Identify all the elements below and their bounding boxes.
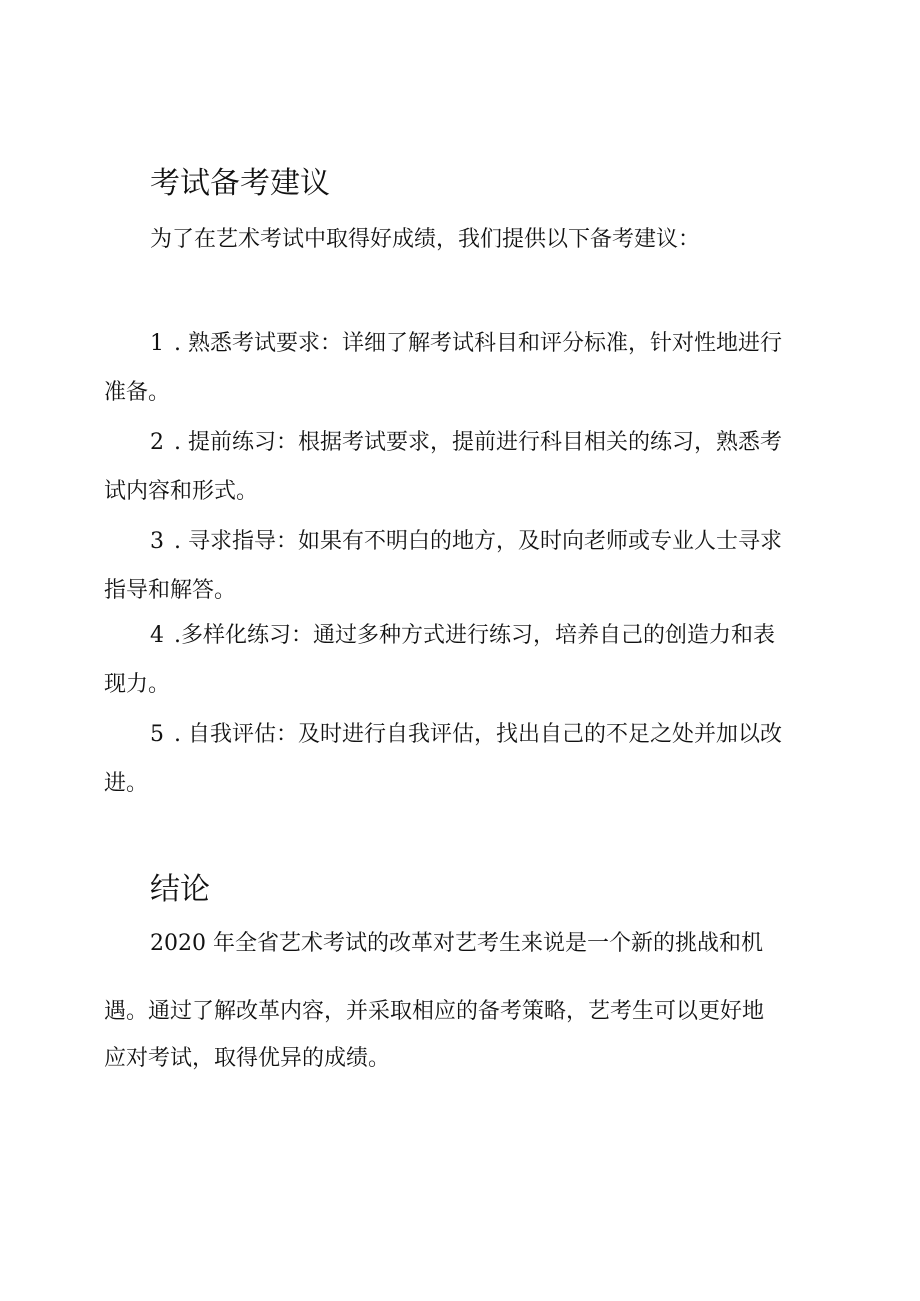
list-item-5-text: . 自我评估：及时进行自我评估，找出自己的不足之处并加以改 — [174, 722, 782, 747]
list-item-1-text: . 熟悉考试要求：详细了解考试科目和评分标准，针对性地进行 — [174, 331, 782, 356]
list-item-5-line2: 进。 — [104, 771, 149, 796]
list-item-1-line2: 准备。 — [104, 380, 171, 405]
list-item-2-line2: 试内容和形式。 — [104, 479, 259, 504]
list-item-3-number: 3 — [150, 529, 164, 554]
conclusion-line-3: 应对考试，取得优异的成绩。 — [104, 1046, 391, 1071]
list-item-2-line1 — [150, 427, 782, 459]
list-item-4-line2: 现力。 — [104, 672, 171, 697]
intro-paragraph: 为了在艺术考试中取得好成绩，我们提供以下备考建议： — [150, 227, 701, 252]
list-item-2-text: . 提前练习：根据考试要求，提前进行科目相关的练习，熟悉考 — [174, 430, 782, 455]
list-item-3-line1 — [150, 526, 782, 558]
list-item-3-line2: 指导和解答。 — [104, 578, 237, 603]
conclusion-line-2: 遇。通过了解改革内容，并采取相应的备考策略，艺考生可以更好地 — [104, 999, 765, 1024]
list-item-1-line1 — [150, 328, 782, 360]
list-item-5-line1 — [150, 719, 782, 751]
list-item-2-number: 2 — [150, 430, 164, 455]
conclusion-line-1: 2020 年全省艺术考试的改革对艺考生来说是一个新的挑战和机 — [150, 931, 763, 956]
section-heading-exam-prep: 考试备考建议 — [150, 166, 330, 201]
list-item-1-number: 1 — [150, 331, 164, 356]
list-item-3-text: . 寻求指导：如果有不明白的地方，及时向老师或专业人士寻求 — [174, 529, 782, 554]
list-item-4-number: 4 — [150, 623, 164, 648]
list-item-5-number: 5 — [150, 722, 164, 747]
list-item-4-text: .多样化练习：通过多种方式进行练习，培养自己的创造力和表 — [174, 623, 775, 648]
section-heading-conclusion: 结论 — [150, 872, 210, 907]
list-item-4-line1 — [150, 620, 775, 652]
